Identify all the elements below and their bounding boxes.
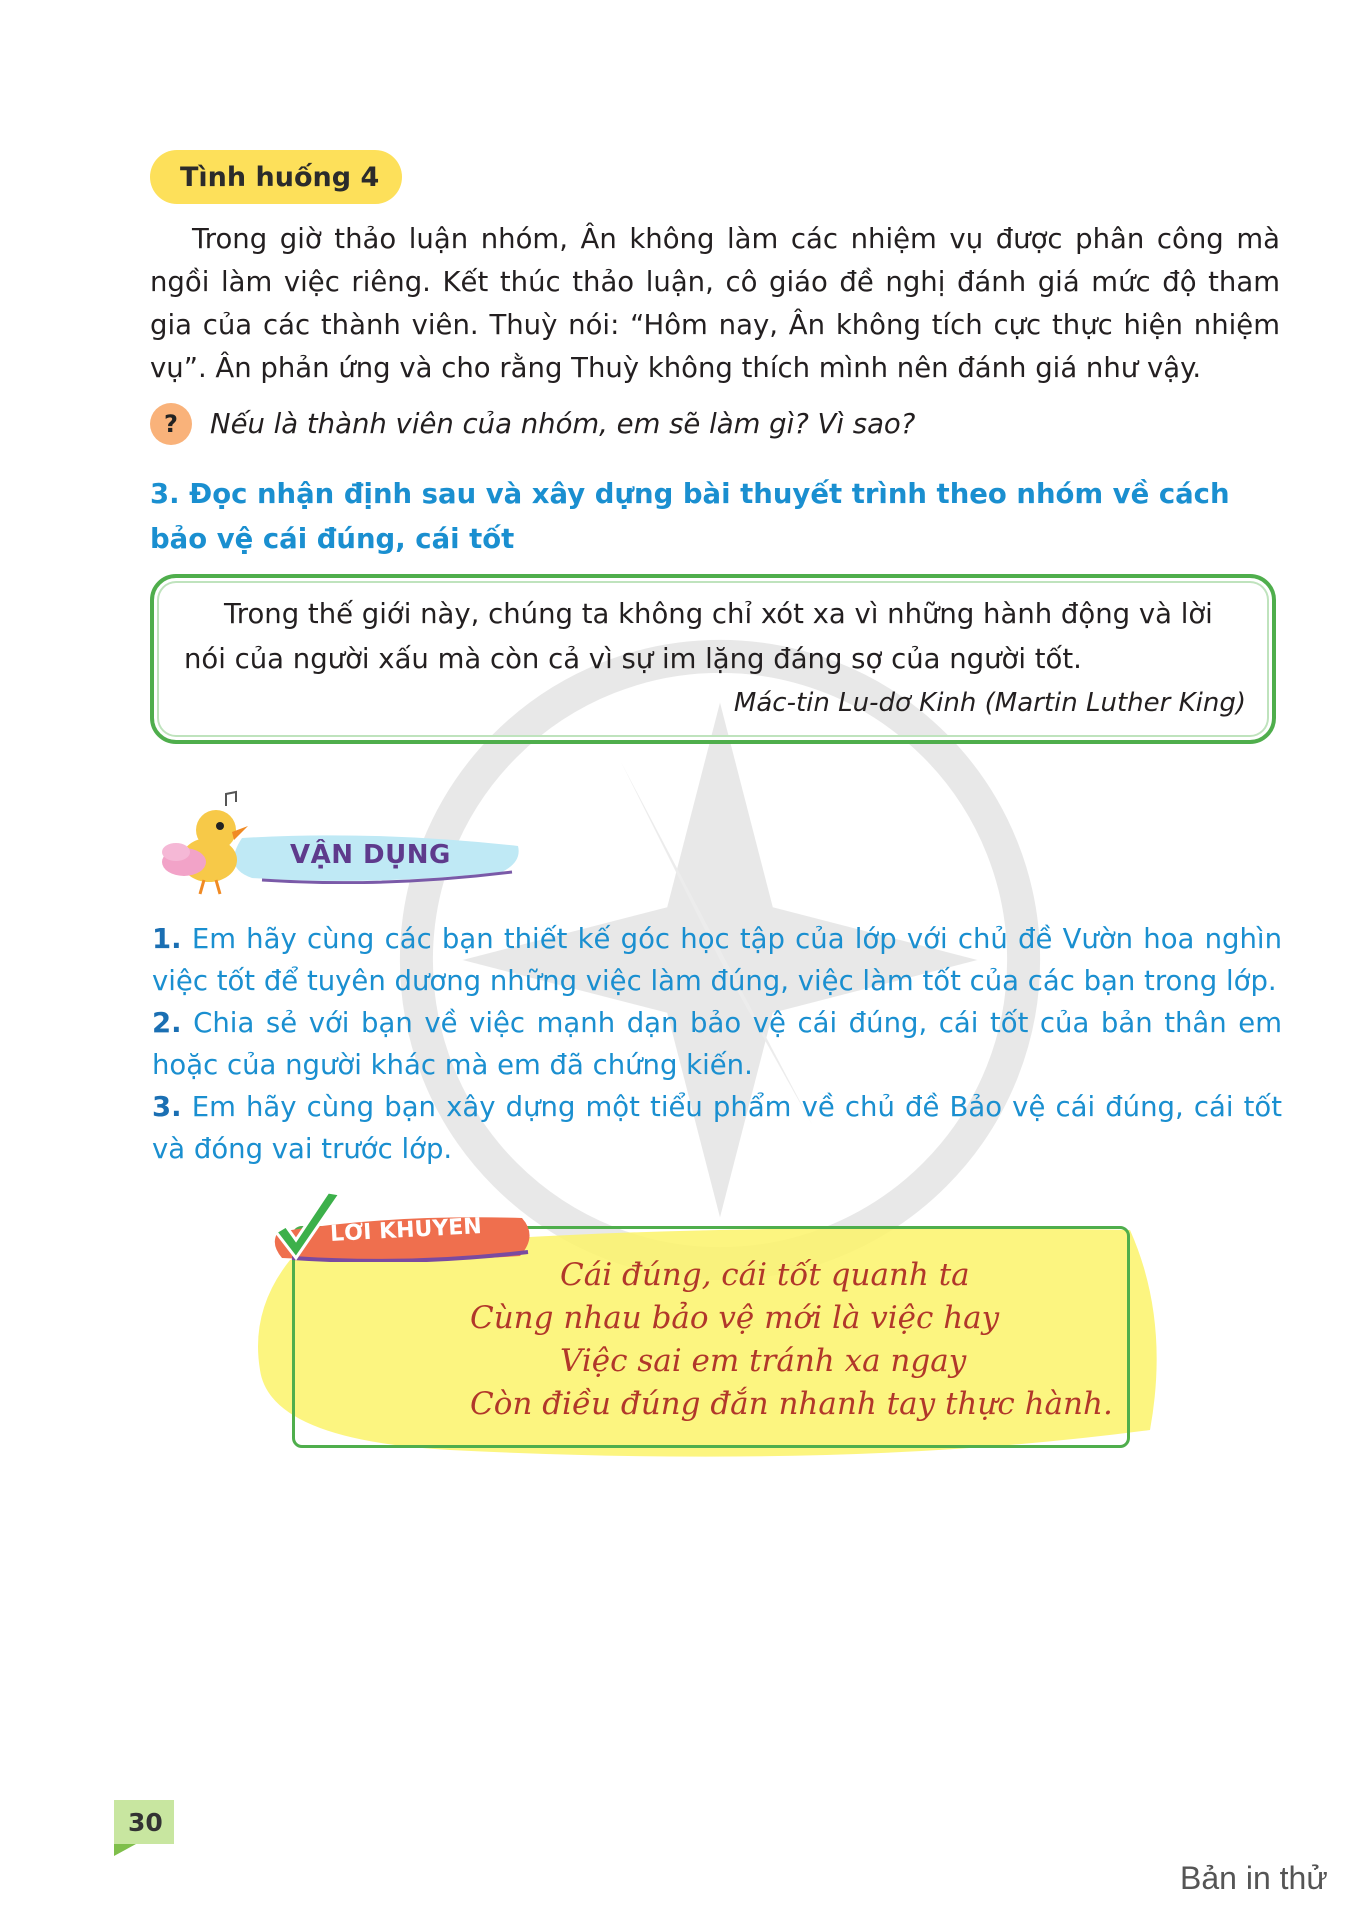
list-item <box>152 1002 1282 1086</box>
van-dung-list <box>152 918 1282 1170</box>
item-text: Em hãy cùng bạn xây dựng một tiểu phẩm về chủ đề Bảo vệ cái đúng, cái tốt và đóng vai trước lớp. <box>152 1091 1282 1165</box>
item-text: Chia sẻ với bạn về việc mạnh dạn bảo vệ cái đúng, cái tốt của bản thân em hoặc của người khác mà em đã chứng kiến. <box>152 1007 1282 1081</box>
van-dung-label: VẬN DỤNG <box>290 840 451 870</box>
situation-paragraph: Trong giờ thảo luận nhóm, Ân không làm các nhiệm vụ được phân công mà ngồi làm việc riêng. Kết thúc thảo luận, cô giáo đề nghị đánh giá mức độ tham gia của các thành viên. Thuỳ nói: “Hôm nay, Ân không tích cực thực hiện nhiệm vụ”. Ân phản ứng và cho rằng Thuỳ không thích mình nên đánh giá như vậy. <box>150 223 1280 384</box>
item-number: 2. <box>152 1007 182 1039</box>
advice-label: LỜI KHUYÊN <box>329 1214 483 1247</box>
advice-poem <box>470 1254 1113 1426</box>
bird-mascot-icon <box>154 790 254 900</box>
question-mark-icon: ? <box>150 403 192 445</box>
item-number: 1. <box>152 923 182 955</box>
question-row <box>150 403 915 445</box>
poem-line: Việc sai em tránh xa ngay <box>560 1343 967 1379</box>
quote-author: Mác-tin Lu-dơ Kinh (Martin Luther King) <box>733 688 1246 718</box>
poem-line: Cái đúng, cái tốt quanh ta <box>560 1257 970 1293</box>
question-text: Nếu là thành viên của nhóm, em sẽ làm gì? Vì sao? <box>210 408 916 440</box>
item-number: 3. <box>152 1091 182 1123</box>
poem-line: Cùng nhau bảo vệ mới là việc hay <box>470 1300 1000 1336</box>
quote-text: Trong thế giới này, chúng ta không chỉ xót xa vì những hành động và lời nói của người xấu mà còn cả vì sự im lặng đáng sợ của người tốt. <box>184 598 1213 675</box>
list-item <box>152 1086 1282 1170</box>
section-3-heading: 3. Đọc nhận định sau và xây dựng bài thuyết trình theo nhóm về cách bảo vệ cái đúng, cái tốt <box>150 478 1230 555</box>
draft-label: Bản in thử <box>1180 1860 1328 1896</box>
item-text: Em hãy cùng các bạn thiết kế góc học tập của lớp với chủ đề Vườn hoa nghìn việc tốt để tuyên dương những việc làm đúng, việc làm tốt của các bạn trong lớp. <box>152 923 1283 997</box>
situation-tag: Tình huống 4 <box>150 150 402 204</box>
page-number-tab <box>114 1844 136 1856</box>
page-number: 30 <box>128 1808 163 1837</box>
list-item <box>152 918 1282 1002</box>
poem-line: Còn điều đúng đắn nhanh tay thực hành. <box>470 1386 1113 1422</box>
quote-box <box>150 574 1276 744</box>
